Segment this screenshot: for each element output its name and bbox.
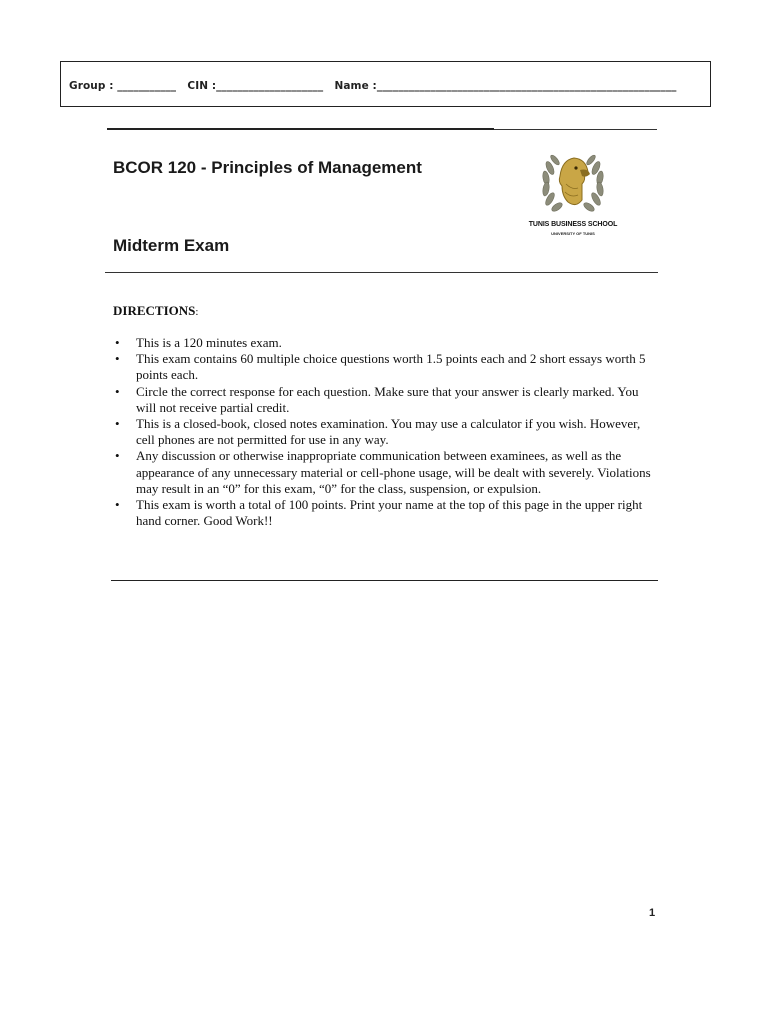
directions-divider (111, 580, 658, 581)
page-number: 1 (649, 907, 656, 919)
list-item-text: This is a 120 minutes exam. (136, 335, 282, 350)
directions-heading-text: DIRECTIONS (113, 303, 196, 318)
course-title: BCOR 120 - Principles of Management (113, 158, 422, 177)
bullet-icon: • (115, 497, 120, 513)
bullet-icon: • (115, 351, 120, 367)
school-logo (498, 138, 648, 256)
list-item-text: This exam contains 60 multiple choice questions worth 1.5 points each and 2 short essays worth 5 points each. (136, 351, 646, 383)
top-divider (107, 128, 494, 130)
school-name: TUNIS BUSINESS SCHOOL (528, 221, 618, 228)
list-item (113, 497, 658, 529)
top-divider-right (494, 129, 657, 130)
list-item (113, 416, 658, 448)
eagle-laurel-emblem-icon (498, 138, 648, 220)
bullet-icon: • (115, 448, 120, 464)
list-item-text: Any discussion or otherwise inappropriate communication between examinees, as well as the appearance of any unnecessary material or cell-phone usage, will be dealt with severely. Violations may result in an “0” for this exam, “0” for the class, suspension, or expulsion. (136, 448, 651, 496)
bullet-icon: • (115, 335, 120, 350)
bullet-icon: • (115, 416, 120, 432)
student-info-box (60, 61, 711, 107)
directions-list (113, 335, 658, 529)
list-item (113, 351, 658, 383)
exam-type-title: Midterm Exam (113, 236, 230, 255)
directions-heading-colon: : (195, 306, 199, 318)
list-item-text: This is a closed-book, closed notes examination. You may use a calculator if you wish. However, cell phones are not permitted for use in any way. (136, 416, 641, 448)
bullet-icon: • (115, 383, 120, 399)
list-item (113, 448, 658, 497)
list-item-text: This exam is worth a total of 100 points. Print your name at the top of this page in the upper right hand corner. Good Work!! (136, 497, 643, 529)
list-item-text: Circle the correct response for each question. Make sure that your answer is clearly marked. You will not receive partial credit. (136, 383, 639, 415)
title-divider (105, 272, 658, 273)
list-item (113, 384, 658, 416)
list-item (113, 335, 658, 351)
student-info-fields: Group : ___________ CIN :____________________ Name :________________________________________________________ (69, 80, 677, 92)
directions-heading (113, 303, 198, 319)
school-subtitle: UNIVERSITY OF TUNIS (551, 231, 595, 236)
